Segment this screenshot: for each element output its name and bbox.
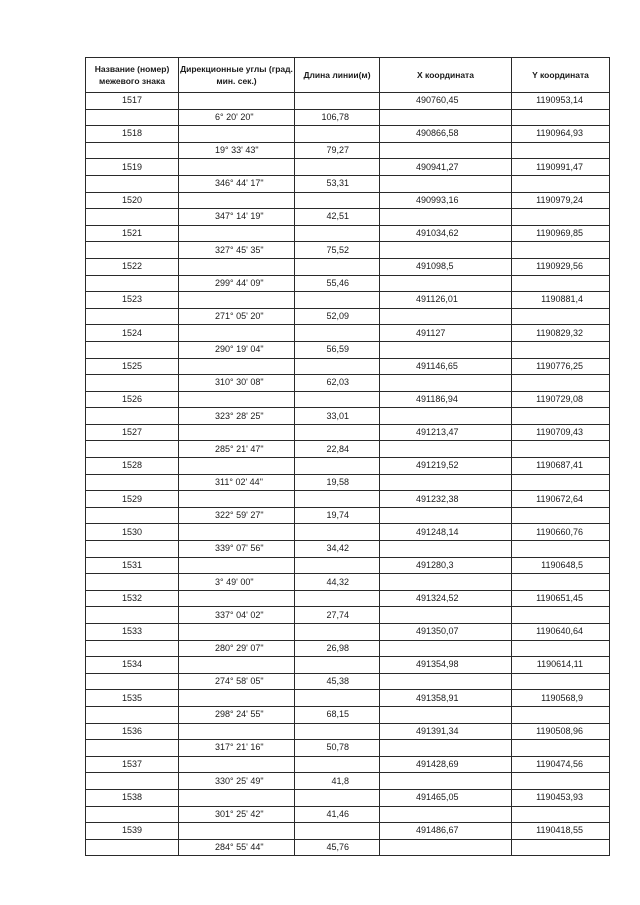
x-coordinate-cell: 491486,67: [380, 823, 512, 840]
direction-angle-cell: 310° 30' 08": [179, 375, 295, 392]
empty-cell: [512, 341, 610, 358]
empty-cell: [512, 109, 610, 126]
point-name-cell: 1527: [86, 424, 179, 441]
table-row: [86, 391, 610, 408]
y-coordinate-cell: 1190969,85: [512, 225, 610, 242]
empty-cell: [86, 806, 179, 823]
y-coordinate-cell: 1190614,11: [512, 657, 610, 674]
table-row: [86, 292, 610, 309]
table-header-row: [86, 58, 610, 93]
empty-cell: [86, 375, 179, 392]
direction-angle-cell: 323° 28' 25": [179, 408, 295, 425]
empty-cell: [380, 640, 512, 657]
empty-cell: [380, 341, 512, 358]
table-row: [86, 142, 610, 159]
line-length-cell: 45,76: [295, 839, 380, 856]
empty-cell: [295, 823, 380, 840]
empty-cell: [86, 607, 179, 624]
table-row: [86, 507, 610, 524]
table-row: [86, 839, 610, 856]
line-length-cell: 41,8: [295, 773, 380, 790]
line-length-cell: 50,78: [295, 740, 380, 757]
empty-cell: [380, 441, 512, 458]
x-coordinate-cell: 491428,69: [380, 756, 512, 773]
empty-cell: [86, 275, 179, 292]
table-row: [86, 458, 610, 475]
x-coordinate-cell: 491219,52: [380, 458, 512, 475]
direction-angle-cell: 3° 49' 00": [179, 574, 295, 591]
point-name-cell: 1534: [86, 657, 179, 674]
table-row: [86, 806, 610, 823]
empty-cell: [86, 574, 179, 591]
empty-cell: [295, 358, 380, 375]
direction-angle-cell: 19° 33' 43": [179, 142, 295, 159]
direction-angle-cell: 330° 25' 49": [179, 773, 295, 790]
table-row: [86, 773, 610, 790]
empty-cell: [179, 159, 295, 176]
empty-cell: [512, 640, 610, 657]
empty-cell: [179, 491, 295, 508]
empty-cell: [295, 789, 380, 806]
line-length-cell: 44,32: [295, 574, 380, 591]
direction-angle-cell: 299° 44' 09": [179, 275, 295, 292]
direction-angle-cell: 285° 21' 47": [179, 441, 295, 458]
table-row: [86, 225, 610, 242]
x-coordinate-cell: 491280,3: [380, 557, 512, 574]
y-coordinate-cell: 1190953,14: [512, 93, 610, 110]
boundary-coordinates-table: [85, 57, 610, 856]
line-length-cell: 34,42: [295, 541, 380, 558]
empty-cell: [380, 806, 512, 823]
empty-cell: [512, 209, 610, 226]
point-name-cell: 1518: [86, 126, 179, 143]
empty-cell: [380, 740, 512, 757]
empty-cell: [179, 624, 295, 641]
direction-angle-cell: 274° 58' 05": [179, 673, 295, 690]
point-name-cell: 1538: [86, 789, 179, 806]
table-row: [86, 541, 610, 558]
empty-cell: [512, 275, 610, 292]
point-name-cell: 1529: [86, 491, 179, 508]
empty-cell: [295, 258, 380, 275]
point-name-cell: 1520: [86, 192, 179, 209]
line-length-cell: 62,03: [295, 375, 380, 392]
table-row: [86, 93, 610, 110]
empty-cell: [295, 657, 380, 674]
table-row: [86, 424, 610, 441]
empty-cell: [512, 541, 610, 558]
empty-cell: [512, 441, 610, 458]
table-row: [86, 474, 610, 491]
empty-cell: [179, 391, 295, 408]
y-coordinate-cell: 1190648,5: [512, 557, 610, 574]
empty-cell: [179, 225, 295, 242]
empty-cell: [512, 706, 610, 723]
table-row: [86, 341, 610, 358]
empty-cell: [86, 839, 179, 856]
table-row: [86, 756, 610, 773]
table-row: [86, 275, 610, 292]
table-row: [86, 325, 610, 342]
empty-cell: [295, 624, 380, 641]
empty-cell: [179, 192, 295, 209]
point-name-cell: 1530: [86, 524, 179, 541]
empty-cell: [512, 740, 610, 757]
y-coordinate-cell: 1190672,64: [512, 491, 610, 508]
y-coordinate-cell: 1190709,43: [512, 424, 610, 441]
x-coordinate-cell: 491186,94: [380, 391, 512, 408]
empty-cell: [86, 408, 179, 425]
empty-cell: [380, 607, 512, 624]
empty-cell: [380, 773, 512, 790]
empty-cell: [179, 590, 295, 607]
direction-angle-cell: 6° 20' 20": [179, 109, 295, 126]
point-name-cell: 1525: [86, 358, 179, 375]
empty-cell: [512, 806, 610, 823]
empty-cell: [512, 773, 610, 790]
point-name-cell: 1517: [86, 93, 179, 110]
line-length-cell: 106,78: [295, 109, 380, 126]
table-row: [86, 375, 610, 392]
empty-cell: [86, 441, 179, 458]
y-coordinate-cell: 1190729,08: [512, 391, 610, 408]
y-coordinate-cell: 1190474,56: [512, 756, 610, 773]
table-row: [86, 192, 610, 209]
empty-cell: [179, 823, 295, 840]
empty-cell: [380, 706, 512, 723]
empty-cell: [179, 325, 295, 342]
table-row: [86, 175, 610, 192]
x-coordinate-cell: 490866,58: [380, 126, 512, 143]
x-coordinate-cell: 491127: [380, 325, 512, 342]
empty-cell: [380, 474, 512, 491]
empty-cell: [512, 839, 610, 856]
empty-cell: [295, 159, 380, 176]
empty-cell: [86, 242, 179, 259]
line-length-cell: 22,84: [295, 441, 380, 458]
empty-cell: [179, 458, 295, 475]
empty-cell: [295, 690, 380, 707]
empty-cell: [295, 192, 380, 209]
empty-cell: [512, 574, 610, 591]
line-length-cell: 27,74: [295, 607, 380, 624]
empty-cell: [380, 507, 512, 524]
empty-cell: [380, 839, 512, 856]
table-row: [86, 673, 610, 690]
line-length-cell: 41,46: [295, 806, 380, 823]
empty-cell: [380, 308, 512, 325]
x-coordinate-cell: 491324,52: [380, 590, 512, 607]
y-coordinate-cell: 1190418,55: [512, 823, 610, 840]
empty-cell: [86, 740, 179, 757]
empty-cell: [179, 690, 295, 707]
x-coordinate-cell: 491232,38: [380, 491, 512, 508]
line-length-cell: 33,01: [295, 408, 380, 425]
line-length-cell: 53,31: [295, 175, 380, 192]
empty-cell: [86, 541, 179, 558]
point-name-cell: 1521: [86, 225, 179, 242]
table-row: [86, 408, 610, 425]
empty-cell: [380, 275, 512, 292]
line-length-cell: 42,51: [295, 209, 380, 226]
point-name-cell: 1519: [86, 159, 179, 176]
point-name-cell: 1539: [86, 823, 179, 840]
x-coordinate-cell: 491350,07: [380, 624, 512, 641]
direction-angle-cell: 290° 19' 04": [179, 341, 295, 358]
table-row: [86, 524, 610, 541]
x-coordinate-cell: 490941,27: [380, 159, 512, 176]
table-row: [86, 706, 610, 723]
empty-cell: [86, 341, 179, 358]
x-coordinate-cell: 491354,98: [380, 657, 512, 674]
empty-cell: [179, 126, 295, 143]
x-coordinate-cell: 491465,05: [380, 789, 512, 806]
point-name-cell: 1533: [86, 624, 179, 641]
empty-cell: [512, 474, 610, 491]
empty-cell: [512, 308, 610, 325]
header-x-coordinate: X координата: [380, 58, 512, 93]
empty-cell: [86, 209, 179, 226]
empty-cell: [295, 491, 380, 508]
empty-cell: [380, 673, 512, 690]
table-row: [86, 624, 610, 641]
empty-cell: [86, 706, 179, 723]
empty-cell: [179, 756, 295, 773]
empty-cell: [380, 175, 512, 192]
x-coordinate-cell: 490993,16: [380, 192, 512, 209]
direction-angle-cell: 311° 02' 44": [179, 474, 295, 491]
empty-cell: [179, 258, 295, 275]
direction-angle-cell: 271° 05' 20": [179, 308, 295, 325]
y-coordinate-cell: 1190829,32: [512, 325, 610, 342]
empty-cell: [86, 474, 179, 491]
direction-angle-cell: 280° 29' 07": [179, 640, 295, 657]
line-length-cell: 26,98: [295, 640, 380, 657]
empty-cell: [179, 557, 295, 574]
empty-cell: [295, 723, 380, 740]
table-row: [86, 358, 610, 375]
direction-angle-cell: 284° 55' 44": [179, 839, 295, 856]
empty-cell: [512, 142, 610, 159]
empty-cell: [179, 789, 295, 806]
empty-cell: [86, 773, 179, 790]
line-length-cell: 19,58: [295, 474, 380, 491]
point-name-cell: 1536: [86, 723, 179, 740]
table-row: [86, 441, 610, 458]
empty-cell: [295, 325, 380, 342]
table-row: [86, 242, 610, 259]
empty-cell: [512, 375, 610, 392]
empty-cell: [512, 673, 610, 690]
table-row: [86, 640, 610, 657]
table-row: [86, 823, 610, 840]
x-coordinate-cell: 491391,34: [380, 723, 512, 740]
empty-cell: [380, 109, 512, 126]
direction-angle-cell: 317° 21' 16": [179, 740, 295, 757]
empty-cell: [295, 590, 380, 607]
direction-angle-cell: 301° 25' 42": [179, 806, 295, 823]
empty-cell: [86, 109, 179, 126]
empty-cell: [512, 175, 610, 192]
direction-angle-cell: 337° 04' 02": [179, 607, 295, 624]
y-coordinate-cell: 1190660,76: [512, 524, 610, 541]
header-y-coordinate: Y координата: [512, 58, 610, 93]
table-row: [86, 574, 610, 591]
table-row: [86, 308, 610, 325]
y-coordinate-cell: 1190651,45: [512, 590, 610, 607]
point-name-cell: 1524: [86, 325, 179, 342]
empty-cell: [380, 209, 512, 226]
empty-cell: [380, 242, 512, 259]
empty-cell: [380, 142, 512, 159]
empty-cell: [86, 142, 179, 159]
line-length-cell: 45,38: [295, 673, 380, 690]
y-coordinate-cell: 1190776,25: [512, 358, 610, 375]
point-name-cell: 1531: [86, 557, 179, 574]
table-row: [86, 607, 610, 624]
direction-angle-cell: 346° 44' 17": [179, 175, 295, 192]
empty-cell: [295, 225, 380, 242]
empty-cell: [179, 657, 295, 674]
direction-angle-cell: 322° 59' 27": [179, 507, 295, 524]
empty-cell: [86, 673, 179, 690]
point-name-cell: 1535: [86, 690, 179, 707]
empty-cell: [512, 607, 610, 624]
x-coordinate-cell: 491098,5: [380, 258, 512, 275]
table-row: [86, 740, 610, 757]
line-length-cell: 52,09: [295, 308, 380, 325]
y-coordinate-cell: 1190508,96: [512, 723, 610, 740]
point-name-cell: 1532: [86, 590, 179, 607]
empty-cell: [380, 541, 512, 558]
empty-cell: [295, 557, 380, 574]
header-line-length: Длина линии(м): [295, 58, 380, 93]
y-coordinate-cell: 1190568,9: [512, 690, 610, 707]
x-coordinate-cell: 490760,45: [380, 93, 512, 110]
table-row: [86, 491, 610, 508]
empty-cell: [295, 391, 380, 408]
x-coordinate-cell: 491248,14: [380, 524, 512, 541]
direction-angle-cell: 347° 14' 19": [179, 209, 295, 226]
table-row: [86, 126, 610, 143]
empty-cell: [512, 507, 610, 524]
line-length-cell: 56,59: [295, 341, 380, 358]
line-length-cell: 68,15: [295, 706, 380, 723]
empty-cell: [179, 424, 295, 441]
x-coordinate-cell: 491034,62: [380, 225, 512, 242]
point-name-cell: 1528: [86, 458, 179, 475]
y-coordinate-cell: 1190929,56: [512, 258, 610, 275]
empty-cell: [295, 524, 380, 541]
empty-cell: [295, 424, 380, 441]
empty-cell: [512, 408, 610, 425]
direction-angle-cell: 298° 24' 55": [179, 706, 295, 723]
point-name-cell: 1523: [86, 292, 179, 309]
empty-cell: [86, 507, 179, 524]
table-row: [86, 657, 610, 674]
empty-cell: [380, 375, 512, 392]
empty-cell: [295, 292, 380, 309]
line-length-cell: 55,46: [295, 275, 380, 292]
empty-cell: [86, 308, 179, 325]
x-coordinate-cell: 491126,01: [380, 292, 512, 309]
line-length-cell: 79,27: [295, 142, 380, 159]
table-row: [86, 109, 610, 126]
table-row: [86, 209, 610, 226]
empty-cell: [179, 524, 295, 541]
point-name-cell: 1526: [86, 391, 179, 408]
header-point-name: Название (номер) межевого знака: [86, 58, 179, 93]
y-coordinate-cell: 1190979,24: [512, 192, 610, 209]
empty-cell: [380, 574, 512, 591]
empty-cell: [179, 358, 295, 375]
y-coordinate-cell: 1190453,93: [512, 789, 610, 806]
empty-cell: [86, 640, 179, 657]
y-coordinate-cell: 1190991,47: [512, 159, 610, 176]
table-body: [86, 93, 610, 856]
empty-cell: [512, 242, 610, 259]
table-row: [86, 258, 610, 275]
y-coordinate-cell: 1190881,4: [512, 292, 610, 309]
table-row: [86, 690, 610, 707]
table-row: [86, 789, 610, 806]
table-row: [86, 590, 610, 607]
direction-angle-cell: 339° 07' 56": [179, 541, 295, 558]
line-length-cell: 75,52: [295, 242, 380, 259]
table-row: [86, 159, 610, 176]
empty-cell: [295, 126, 380, 143]
x-coordinate-cell: 491213,47: [380, 424, 512, 441]
line-length-cell: 19,74: [295, 507, 380, 524]
empty-cell: [295, 756, 380, 773]
direction-angle-cell: 327° 45' 35": [179, 242, 295, 259]
table-row: [86, 723, 610, 740]
empty-cell: [179, 292, 295, 309]
empty-cell: [295, 458, 380, 475]
empty-cell: [86, 175, 179, 192]
empty-cell: [179, 93, 295, 110]
y-coordinate-cell: 1190640,64: [512, 624, 610, 641]
x-coordinate-cell: 491358,91: [380, 690, 512, 707]
point-name-cell: 1522: [86, 258, 179, 275]
empty-cell: [380, 408, 512, 425]
y-coordinate-cell: 1190964,93: [512, 126, 610, 143]
table-row: [86, 557, 610, 574]
empty-cell: [295, 93, 380, 110]
empty-cell: [179, 723, 295, 740]
point-name-cell: 1537: [86, 756, 179, 773]
y-coordinate-cell: 1190687,41: [512, 458, 610, 475]
header-direction-angle: Дирекционные углы (град. мин. сек.): [179, 58, 295, 93]
x-coordinate-cell: 491146,65: [380, 358, 512, 375]
